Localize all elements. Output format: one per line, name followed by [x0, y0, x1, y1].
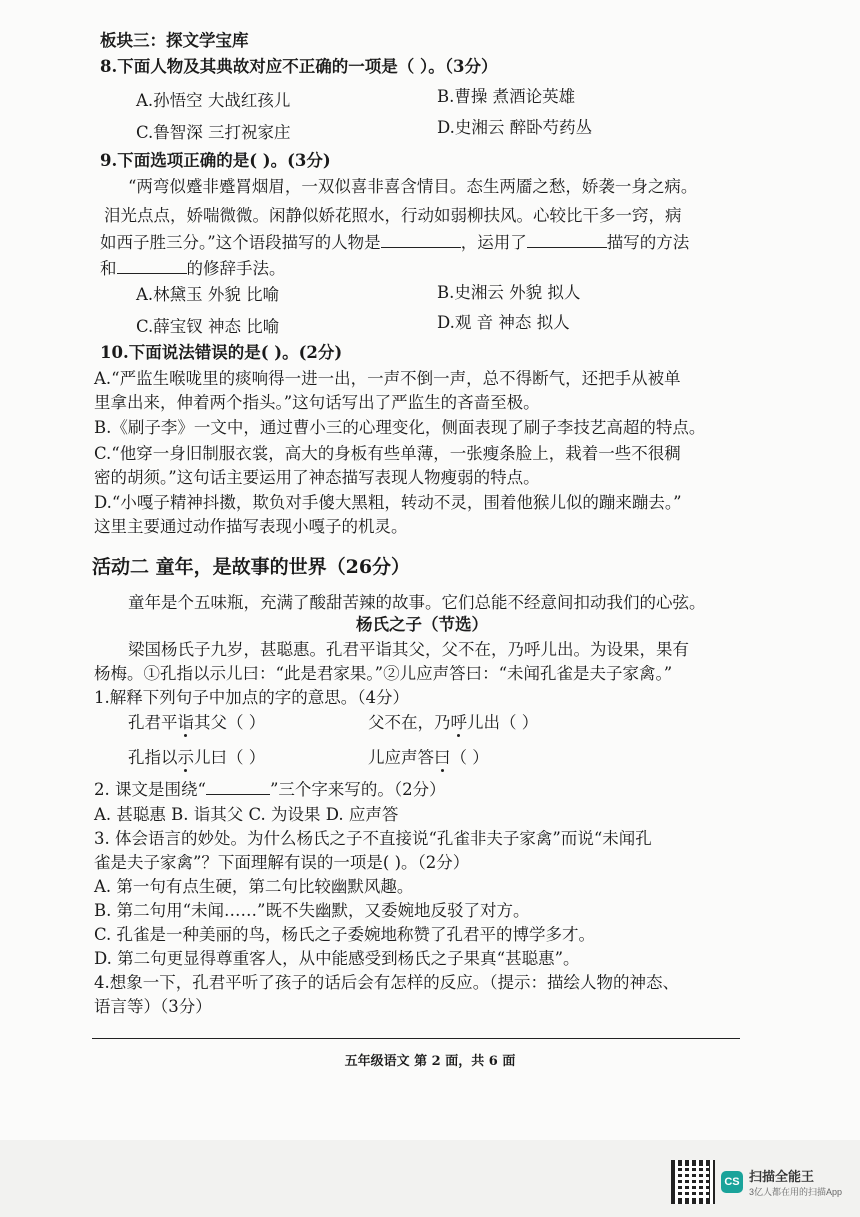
q10-option-c-line1: C.“他穿一身旧制服衣裳，高大的身板有些单薄，一张瘦条脸上，栽着一些不很稠 — [94, 444, 681, 463]
q9-text: 如西子胜三分。”这个语段描写的人物是 — [100, 233, 381, 252]
item-text: 孔指以 — [128, 748, 178, 767]
q9-option-a: A.林黛玉 外貌 比喻 — [136, 285, 280, 304]
item-text: （ ） — [450, 748, 489, 767]
dotted-char: 呼 — [450, 713, 467, 732]
subq1-item2 — [368, 712, 538, 734]
q8-option-a: A.孙悟空 大战红孩儿 — [136, 91, 291, 110]
item-text: 孔君平 — [128, 713, 178, 732]
scanner-watermark — [671, 1160, 842, 1204]
item-text: 儿应声答 — [368, 748, 434, 767]
subq2-options: A. 甚聪惠 B. 诣其父 C. 为设果 D. 应声答 — [94, 805, 399, 824]
q9-passage-line4 — [100, 258, 286, 280]
subq3-option-c: C. 孔雀是一种美丽的鸟，杨氏之子委婉地称赞了孔君平的博学多才。 — [94, 925, 596, 944]
q9-text: 描写的方法 — [606, 233, 690, 252]
q10-option-d-line1: D.“小嘎子精神抖擞，欺负对手傻大黑粗，转动不灵，围着他猴儿似的蹦来蹦去。” — [94, 493, 682, 512]
q8-option-b: B.曹操 煮酒论英雄 — [437, 87, 576, 106]
subq1-item4 — [368, 747, 489, 769]
subq3-option-d: D. 第二句更显得尊重客人，从中能感受到杨氏之子果真“甚聪惠”。 — [94, 949, 580, 968]
q8-option-c: C.鲁智深 三打祝家庄 — [136, 123, 291, 142]
watermark-text — [749, 1166, 842, 1198]
passage-title: 杨氏之子（节选） — [356, 615, 488, 634]
q10-option-d-line2: 这里主要通过动作描写表现小嘎子的机灵。 — [94, 517, 408, 536]
intro-text: 童年是个五味瓶，充满了酸甜苦辣的故事。它们总能不经意间扣动我们的心弦。 — [128, 593, 706, 612]
subq3-option-b: B. 第二句用“未闻……”既不失幽默，又委婉地反驳了对方。 — [94, 901, 530, 920]
q9-text: 和 — [100, 259, 117, 278]
dotted-char: 曰 — [434, 748, 451, 767]
q10-stem: 10.下面说法错误的是( )。(2分) — [100, 343, 343, 362]
item-text: 父不在，乃 — [368, 713, 451, 732]
page-footer: 五年级语文 第 2 面，共 6 面 — [344, 1054, 516, 1069]
subq1-stem: 1.解释下列句子中加点的字的意思。（4分） — [94, 688, 409, 707]
subq2-stem — [94, 779, 446, 801]
subq1-item1 — [128, 712, 265, 734]
answer-blank[interactable] — [117, 259, 187, 274]
watermark-title: 扫描全能王 — [748, 1169, 814, 1184]
qr-code-icon — [671, 1160, 715, 1204]
q9-passage-line2: 泪光点点，娇喘微微。闲静似娇花照水，行动如弱柳扶风。心较比干多一窍，病 — [104, 206, 682, 225]
dotted-char: 诣 — [177, 713, 194, 732]
q9-text: ，运用了 — [460, 233, 527, 252]
dotted-char: 示 — [177, 748, 194, 767]
q10-option-c-line2: 密的胡须。”这句话主要运用了神态描写表现人物瘦弱的特点。 — [94, 468, 540, 487]
q9-passage-line3 — [100, 232, 689, 254]
q8-option-d: D.史湘云 醉卧芍药丛 — [437, 118, 593, 137]
subq4-stem-line2: 语言等）（3分） — [94, 997, 212, 1016]
item-text: 儿出（ ） — [467, 713, 539, 732]
q9-option-c: C.薛宝钗 神态 比喻 — [136, 317, 280, 336]
subq3-stem-line2: 雀是夫子家禽”？下面理解有误的一项是( )。（2分） — [94, 853, 470, 872]
item-text: 儿曰（ ） — [194, 748, 266, 767]
section3-title: 板块三：探文学宝库 — [100, 31, 249, 50]
subq2-text: 2. 课文是围绕“ — [94, 780, 206, 799]
q9-stem: 9.下面选项正确的是( )。(3分) — [100, 151, 331, 170]
q9-option-b: B.史湘云 外貌 拟人 — [437, 283, 581, 302]
q9-text: 的修辞手法。 — [186, 259, 286, 278]
q9-passage-line1: “两弯似蹙非蹙罥烟眉，一双似喜非喜含情目。态生两靥之愁，娇袭一身之病。 — [128, 177, 698, 196]
q10-option-b: B.《刷子李》一文中，通过曹小三的心理变化，侧面表现了刷子李技艺高超的特点。 — [94, 418, 706, 437]
camscanner-logo-icon: CS — [721, 1171, 743, 1193]
subq1-item3 — [128, 747, 265, 769]
subq3-stem-line1: 3. 体会语言的妙处。为什么杨氏之子不直接说“孔雀非夫子家禽”而说“未闻孔 — [94, 829, 652, 848]
passage-line1: 梁国杨氏子九岁，甚聪惠。孔君平诣其父，父不在，乃呼儿出。为设果，果有 — [128, 640, 689, 659]
q10-option-a-line2: 里拿出来，伸着两个指头。”这句话写出了严监生的吝啬至极。 — [94, 393, 540, 412]
footer-rule — [92, 1038, 740, 1039]
answer-blank[interactable] — [381, 233, 461, 248]
answer-blank[interactable] — [527, 233, 607, 248]
answer-blank[interactable] — [206, 780, 270, 795]
q9-option-d: D.观 音 神态 拟人 — [437, 313, 570, 332]
subq2-text: ”三个字来写的。（2分） — [269, 780, 446, 799]
subq3-option-a: A. 第一句有点生硬，第二句比较幽默风趣。 — [94, 877, 414, 896]
watermark-subtitle: 3亿人都在用的扫描App — [748, 1187, 842, 1197]
q10-option-a-line1: A.“严监生喉咙里的痰响得一进一出，一声不倒一声，总不得断气，还把手从被单 — [94, 369, 681, 388]
item-text: 其父（ ） — [194, 713, 266, 732]
subq4-stem-line1: 4.想象一下，孔君平听了孩子的话后会有怎样的反应。（提示：描绘人物的神态、 — [94, 973, 679, 992]
activity2-title: 活动二 童年，是故事的世界（26分） — [92, 556, 411, 578]
passage-line2: 杨梅。①孔指以示儿曰：“此是君家果。”②儿应声答曰：“未闻孔雀是夫子家禽。” — [94, 664, 673, 683]
q8-stem: 8.下面人物及其典故对应不正确的一项是（ ）。（3分） — [100, 57, 498, 76]
